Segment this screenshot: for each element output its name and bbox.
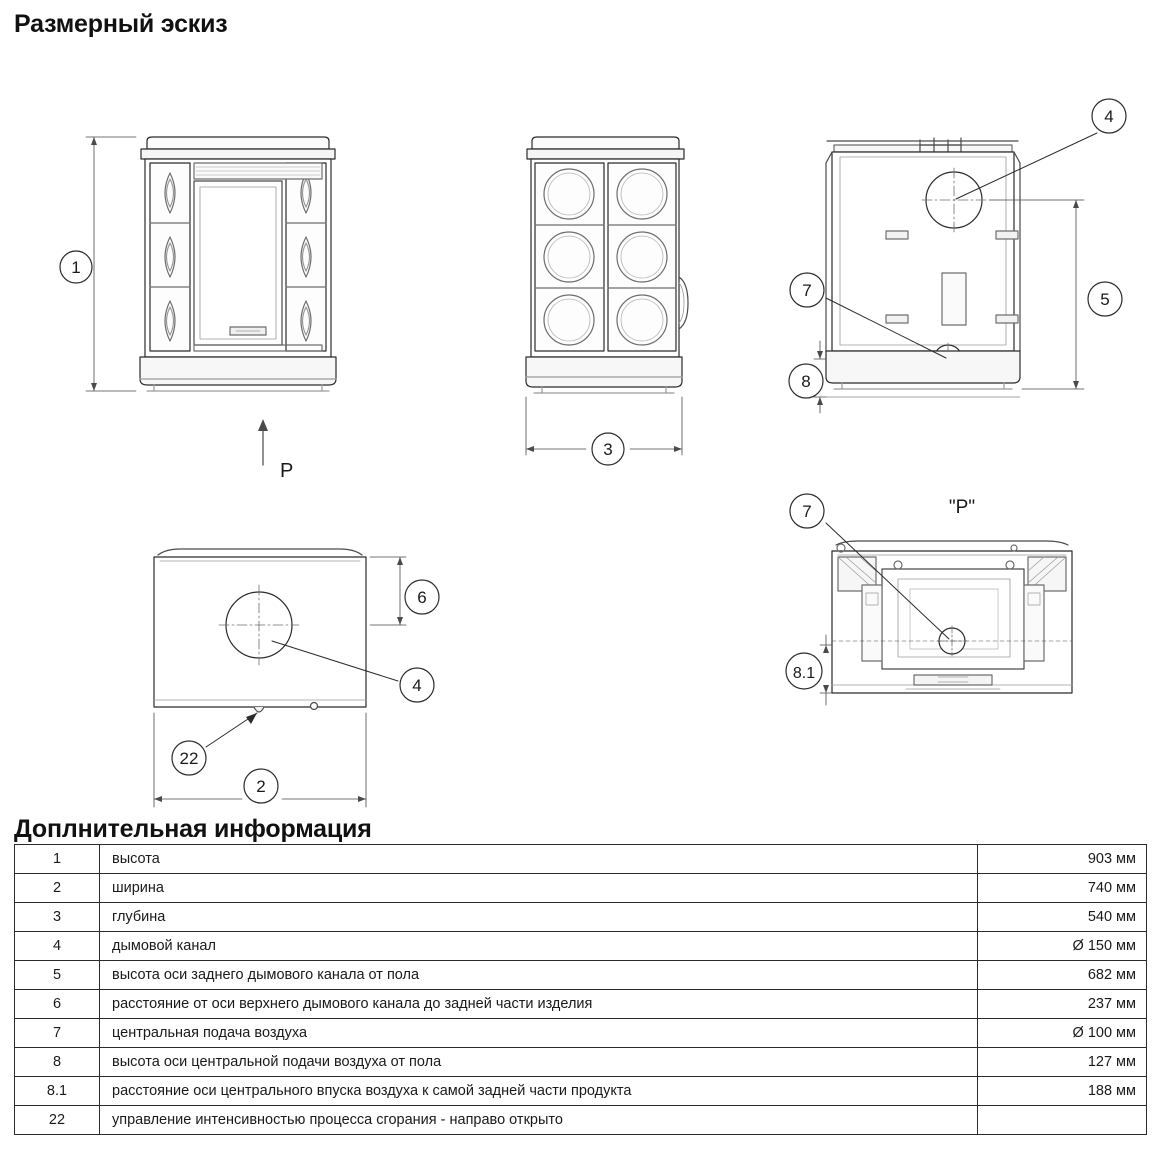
- row-description: дымовой канал: [100, 932, 978, 961]
- table-row: [15, 1019, 1147, 1048]
- row-number: 22: [15, 1106, 100, 1135]
- row-number: 8.1: [15, 1077, 100, 1106]
- row-description: высота оси центральной подачи воздуха от пола: [100, 1048, 978, 1077]
- front-view: [60, 137, 336, 482]
- row-description: центральная подача воздуха: [100, 1019, 978, 1048]
- row-description: расстояние оси центрального впуска воздуха к самой задней части продукта: [100, 1077, 978, 1106]
- row-value: 127 мм: [978, 1048, 1147, 1077]
- row-value: 188 мм: [978, 1077, 1147, 1106]
- row-number: 7: [15, 1019, 100, 1048]
- row-value: 682 мм: [978, 961, 1147, 990]
- table-row: [15, 845, 1147, 874]
- svg-text:22: 22: [179, 749, 199, 768]
- row-value: 903 мм: [978, 845, 1147, 874]
- row-number: 3: [15, 903, 100, 932]
- row-number: 2: [15, 874, 100, 903]
- row-value: Ø 100 мм: [978, 1019, 1147, 1048]
- table-row: [15, 874, 1147, 903]
- page-title-dimensional-sketch: Размерный эскиз: [14, 10, 228, 38]
- svg-text:7: 7: [802, 502, 812, 521]
- row-description: расстояние от оси верхнего дымового канала до задней части изделия: [100, 990, 978, 1019]
- table-row: [15, 990, 1147, 1019]
- svg-text:5: 5: [1100, 290, 1110, 309]
- svg-text:1: 1: [71, 258, 81, 277]
- svg-text:3: 3: [603, 440, 613, 459]
- svg-text:4: 4: [1104, 107, 1114, 126]
- svg-text:"P": "P": [948, 497, 976, 518]
- table-row: [15, 1048, 1147, 1077]
- svg-text:8: 8: [801, 372, 811, 391]
- svg-text:7: 7: [802, 281, 812, 300]
- row-description: управление интенсивностью процесса сгорания - направо открыто: [100, 1106, 978, 1135]
- side-view: [526, 137, 688, 465]
- row-value: Ø 150 мм: [978, 932, 1147, 961]
- rear-view: [789, 99, 1126, 413]
- plan-view: [154, 549, 439, 807]
- svg-text:6: 6: [417, 588, 427, 607]
- page-title-additional-info: Доплнительная информация: [14, 815, 372, 843]
- svg-text:2: 2: [256, 777, 266, 796]
- table-row: [15, 1106, 1147, 1135]
- svg-text:4: 4: [412, 676, 422, 695]
- table-row: [15, 903, 1147, 932]
- row-description: высота оси заднего дымового канала от пола: [100, 961, 978, 990]
- document-page: [0, 10, 1161, 1168]
- row-number: 1: [15, 845, 100, 874]
- svg-text:P: P: [280, 460, 294, 482]
- row-number: 4: [15, 932, 100, 961]
- technical-drawing: [14, 45, 1147, 815]
- info-table-body: [15, 845, 1147, 1135]
- table-row: [15, 932, 1147, 961]
- info-table: [14, 844, 1147, 1135]
- table-row: [15, 961, 1147, 990]
- row-description: высота: [100, 845, 978, 874]
- row-value: 237 мм: [978, 990, 1147, 1019]
- row-value: 540 мм: [978, 903, 1147, 932]
- svg-text:8.1: 8.1: [792, 665, 816, 682]
- row-number: 6: [15, 990, 100, 1019]
- row-number: 8: [15, 1048, 100, 1077]
- row-description: глубина: [100, 903, 978, 932]
- row-number: 5: [15, 961, 100, 990]
- table-row: [15, 1077, 1147, 1106]
- bottom-view-p: [786, 494, 1072, 705]
- row-value: [978, 1106, 1147, 1135]
- row-description: ширина: [100, 874, 978, 903]
- row-value: 740 мм: [978, 874, 1147, 903]
